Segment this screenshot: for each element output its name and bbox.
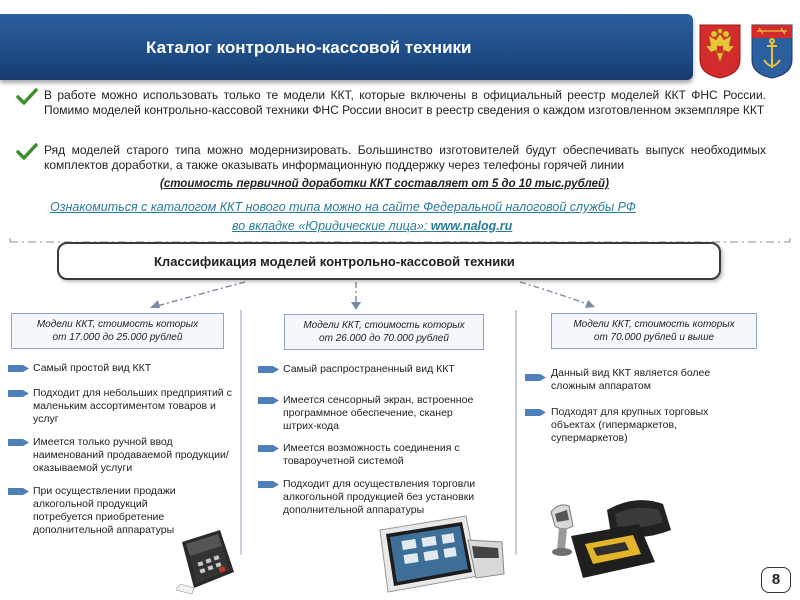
russia-coat-of-arms-icon	[697, 22, 743, 80]
murmansk-coat-of-arms-icon	[749, 22, 795, 80]
column-2-heading-line2: от 26.000 до 70.000 рублей	[319, 333, 449, 344]
column-2-heading	[284, 314, 484, 350]
column-1-item: Подходит для небольших предприятий с маленьким ассортиментом товаров и услуг	[33, 387, 232, 425]
column-3-heading-line1: Модели ККТ, стоимость которых	[573, 319, 735, 330]
nalog-url[interactable]: www.nalog.ru	[430, 219, 513, 233]
classification-box	[57, 242, 721, 280]
column-divider	[240, 310, 242, 555]
intro-paragraph-2: Ряд моделей старого типа можно модернизировать. Большинство изготовителей будут обеспечивать выпуск необходимых комплектов доработки, а также оказывать информационную поддержку через телефоны горячей линии	[44, 143, 766, 172]
column-2-item: Имеется возможность соединения с товароучетной системой	[283, 442, 460, 467]
catalog-link-prefix: во вкладке «Юридические лица»:	[232, 219, 431, 233]
bullet-arrow-icon	[8, 364, 30, 373]
bullet-arrow-icon	[258, 480, 280, 489]
bullet-arrow-icon	[8, 487, 30, 496]
column-1-heading	[11, 313, 224, 349]
bullet-arrow-icon	[258, 396, 280, 405]
column-1-heading-line1: Модели ККТ, стоимость которых	[36, 319, 199, 330]
bullet-arrow-icon	[8, 438, 30, 447]
bullet-arrow-icon	[525, 373, 547, 382]
classification-title: Классификация моделей контрольно-кассовой техники	[154, 254, 515, 269]
title-bar	[0, 14, 693, 80]
column-3-item: Подходят для крупных торговых объектах (гипермаркетов, супермаркетов)	[551, 406, 709, 444]
catalog-link-text[interactable]: Ознакомиться с каталогом ККТ нового типа можно на сайте Федеральной налоговой службы РФ	[50, 200, 636, 214]
column-1-heading-line2: от 17.000 до 25.000 рублей	[52, 332, 183, 343]
touchscreen-pos-image	[374, 512, 506, 600]
upgrade-cost-note: (стоимость первичной доработки ККТ составляет от 5 до 10 тыс.рублей)	[160, 178, 609, 190]
catalog-link-url-line[interactable]	[232, 219, 512, 233]
column-1-item: Имеется только ручной ввод наименований продаваемой продукции/оказываемой услуги	[33, 436, 229, 474]
simple-cash-register-image	[172, 522, 238, 600]
check-icon	[16, 88, 38, 106]
page-number: 8	[761, 567, 791, 593]
fiscal-printer-scanner-image	[545, 492, 685, 585]
column-divider	[515, 310, 517, 555]
column-2-heading-line1: Модели ККТ, стоимость которых	[303, 320, 465, 331]
page-title: Каталог контрольно-кассовой техники	[146, 38, 472, 57]
check-icon	[16, 143, 38, 161]
column-2-item: Подходит для осуществления торговли алкогольной продукцией без установки дополнительной аппаратуры	[283, 478, 476, 516]
column-1-item: При осуществлении продажи алкогольной продукций потребуется приобретение дополнительной аппаратуры	[33, 485, 176, 536]
column-2-item: Самый распространенный вид ККТ	[283, 363, 455, 375]
intro-paragraph-1: В работе можно использовать только те модели ККТ, которые включены в официальный реестр моделей ККТ ФНС России. Помимо моделей контрольно-кассовой техники ФНС России вносит в реестр сведения о каждом изготовленном экземпляре ККТ	[44, 88, 766, 117]
bullet-arrow-icon	[8, 389, 30, 398]
bullet-arrow-icon	[525, 408, 547, 417]
column-3-item: Данный вид ККТ является более сложным аппаратом	[551, 367, 711, 392]
header	[0, 0, 800, 86]
column-2-item: Имеется сенсорный экран, встроенное программное обеспечение, сканер штрих-кода	[283, 394, 474, 432]
column-3-heading-line2: от 70.000 рублей и выше	[593, 332, 715, 343]
column-3-heading	[551, 313, 757, 349]
bullet-arrow-icon	[258, 444, 280, 453]
bullet-arrow-icon	[258, 365, 280, 374]
column-1-item: Самый простой вид ККТ	[33, 362, 152, 374]
